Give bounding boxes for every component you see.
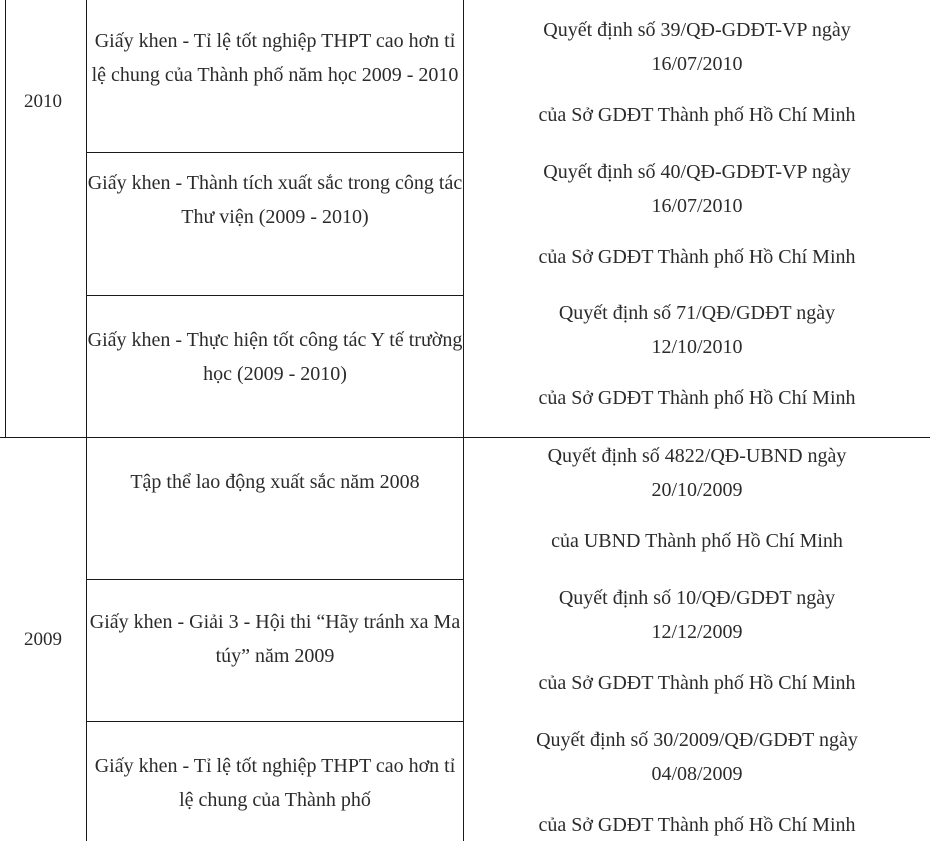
decision-cell (464, 13, 930, 132)
decision-date: 20/10/2009 (651, 479, 743, 501)
award-cell: Giấy khen - Thành tích xuất sắc trong công tác Thư viện (2009 - 2010) (87, 172, 463, 228)
row-divider (86, 721, 464, 722)
decision-issuer: của Sở GDĐT Thành phố Hồ Chí Minh (538, 104, 856, 126)
decision-date: 12/10/2010 (651, 336, 743, 358)
decision-number: Quyết định số 40/QĐ-GDĐT-VP ngày (543, 161, 851, 183)
decision-issuer: của Sở GDĐT Thành phố Hồ Chí Minh (538, 672, 856, 694)
decision-issuer: của Sở GDĐT Thành phố Hồ Chí Minh (538, 814, 856, 836)
decision-number: Quyết định số 39/QĐ-GDĐT-VP ngày (543, 19, 851, 41)
award-cell: Tập thể lao động xuất sắc năm 2008 (130, 471, 420, 493)
row-divider (86, 579, 464, 580)
row-divider (86, 152, 464, 153)
year-cell: 2009 (24, 629, 62, 650)
decision-date: 16/07/2010 (651, 53, 743, 75)
decision-number: Quyết định số 4822/QĐ-UBND ngày (547, 445, 847, 467)
table-border-left (5, 0, 6, 437)
decision-issuer: của UBND Thành phố Hồ Chí Minh (551, 530, 843, 552)
decision-cell (464, 581, 930, 700)
decision-date: 04/08/2009 (651, 763, 743, 785)
decision-number: Quyết định số 30/2009/QĐ/GDĐT ngày (536, 729, 858, 751)
decision-issuer: của Sở GDĐT Thành phố Hồ Chí Minh (538, 387, 856, 409)
award-cell: Giấy khen - Tỉ lệ tốt nghiệp THPT cao hơn tỉ lệ chung của Thành phố (94, 755, 456, 811)
decision-number: Quyết định số 71/QĐ/GDĐT ngày (558, 302, 836, 324)
award-cell: Giấy khen - Thực hiện tốt công tác Y tế trường học (2009 - 2010) (87, 329, 463, 385)
decision-number: Quyết định số 10/QĐ/GDĐT ngày (558, 587, 836, 609)
row-divider (86, 295, 464, 296)
award-cell: Giấy khen - Tỉ lệ tốt nghiệp THPT cao hơn tỉ lệ chung của Thành phố năm học 2009 - 2010 (91, 30, 459, 86)
decision-cell (464, 439, 930, 558)
award-cell: Giấy khen - Giải 3 - Hội thi “Hãy tránh xa Ma túy” năm 2009 (89, 611, 461, 667)
decision-cell (464, 723, 930, 841)
year-cell: 2010 (24, 91, 62, 112)
decision-date: 12/12/2009 (651, 621, 743, 643)
decision-cell (464, 155, 930, 274)
decision-issuer: của Sở GDĐT Thành phố Hồ Chí Minh (538, 246, 856, 268)
decision-cell (464, 296, 930, 415)
decision-date: 16/07/2010 (651, 195, 743, 217)
group-divider (0, 437, 930, 438)
column-divider-year (86, 0, 87, 841)
